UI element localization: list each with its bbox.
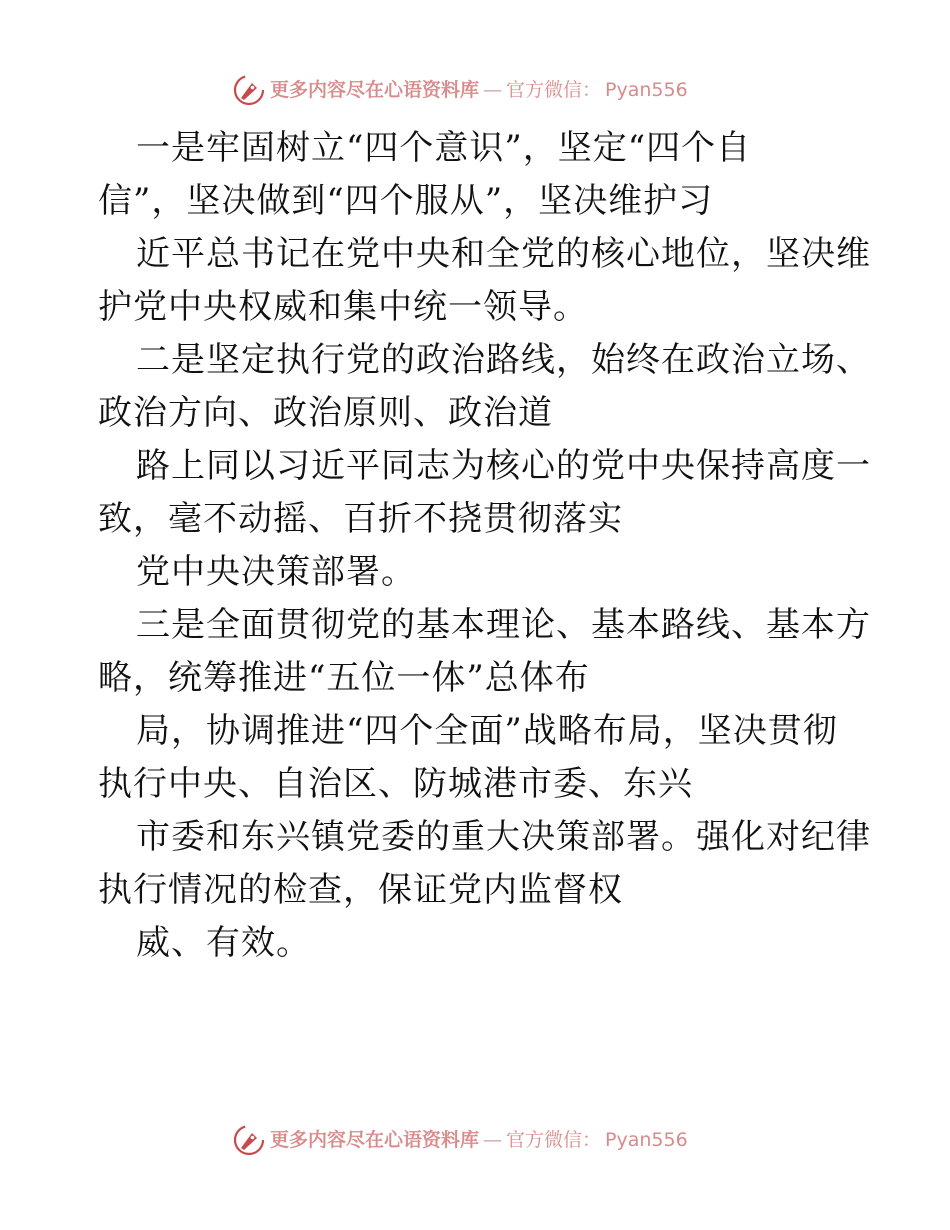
- pen-nib-icon: [232, 73, 266, 107]
- banner-wechat-id: Pyan556: [605, 1128, 688, 1151]
- footer-banner: [232, 1122, 688, 1158]
- header-banner: [232, 72, 688, 108]
- text-line: 政治方向、政治原则、政治道: [98, 393, 553, 433]
- text-line: 三是全面贯彻党的基本理论、基本路线、基本方: [136, 605, 871, 645]
- text-line: 近平总书记在党中央和全党的核心地位，坚决维: [136, 234, 871, 274]
- text-line: 致，毫不动摇、百折不挠贯彻落实: [98, 499, 623, 539]
- text-line: 护党中央权威和集中统一领导。: [98, 287, 588, 327]
- text-line: 局，协调推进“四个全面”战略布局，坚决贯彻: [136, 711, 838, 751]
- text-line: 二是坚定执行党的政治路线，始终在政治立场、: [136, 340, 871, 380]
- text-line: 党中央决策部署。: [136, 552, 416, 592]
- pen-nib-icon: [232, 1123, 266, 1157]
- text-line: 执行情况的检查，保证党内监督权: [98, 870, 623, 910]
- text-line: 执行中央、自治区、防城港市委、东兴: [98, 764, 693, 804]
- banner-wechat-id: Pyan556: [605, 78, 688, 101]
- text-line: 路上同以习近平同志为核心的党中央保持高度一: [136, 446, 871, 486]
- text-line: 一是牢固树立“四个意识”，坚定“四个自: [136, 128, 752, 168]
- banner-lead-text: 更多内容尽在心语资料库: [270, 1128, 480, 1151]
- banner-dash: —: [483, 78, 503, 101]
- banner-lead-text: 更多内容尽在心语资料库: [270, 78, 480, 101]
- text-line: 信”，坚决做到“四个服从”，坚决维护习: [98, 181, 714, 221]
- text-line: 威、有效。: [136, 923, 311, 963]
- text-line: 略，统筹推进“五位一体”总体布: [98, 658, 590, 698]
- banner-wechat-label: 官方微信：: [506, 1128, 602, 1151]
- banner-wechat-label: 官方微信：: [506, 78, 602, 101]
- banner-dash: —: [483, 1128, 503, 1151]
- document-body: [98, 122, 871, 970]
- text-line: 市委和东兴镇党委的重大决策部署。强化对纪律: [136, 817, 871, 857]
